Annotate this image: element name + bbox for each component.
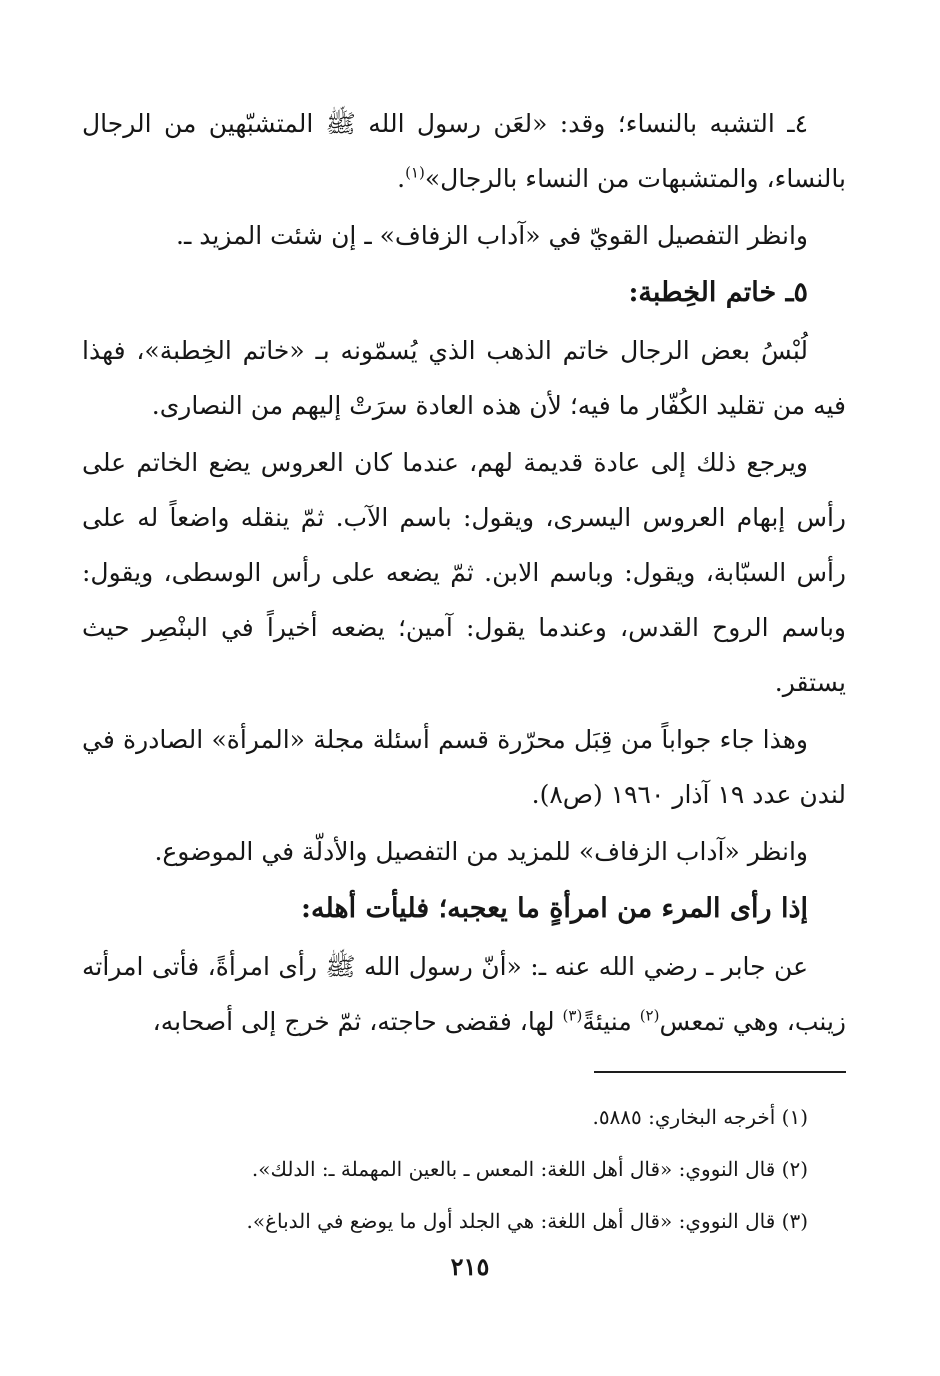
paragraph-text: ٤ـ التشبه بالنساء؛ وقد: «لعَن رسول الله ﷺ المتشبّهين من الرجال بالنساء، والمتشبهات من النساء بالرجال» [82,109,846,193]
footnote-ref-1: (١) [405,163,425,182]
paragraph-text: منيئةً [582,1007,640,1036]
paragraph-old-custom: ويرجع ذلك إلى عادة قديمة لهم، عندما كان العروس يضع الخاتم على رأس إبهام العروس اليسرى، ويقول: باسم الآب. ثمّ ينقله واضعاً له على رأس السبّابة، ويقول: وباسم الابن. ثمّ يضعه على رأس الوسطى، ويقول: وباسم الروح القدس، وعندما يقول: آمين؛ يضعه أخيراً في البنْصِر حيث يستقر. [82,448,846,697]
page-number: ٢١٥ [450,1252,490,1281]
section-heading-seeing-woman: إذا رأى المرء من امرأةٍ ما يعجبه؛ فليأت أهله: [301,893,808,924]
paragraph-jabir-hadith [82,939,846,1049]
footnote-ref-3: (٣) [562,1006,583,1025]
section-heading-engagement-ring: ٥ـ خاتم الخِطبة: [628,277,808,308]
sentence-end: . [397,164,406,193]
book-page [82,96,846,1376]
paragraph-text: عن جابر ـ رضي الله عنه ـ: «أنّ رسول الله ﷺ رأى امرأةً، فأتى امرأته زينب، وهي تمعس [82,952,846,1036]
footnote-1: (١) أخرجه البخاري: ٥٨٨٥. [592,1105,808,1129]
paragraph-see-wedding-etiquette: وانظر التفصيل القويّ في «آداب الزفاف» ـ إن شئت المزيد ـ. [176,221,808,250]
footnote-3: (٣) قال النووي: «قال أهل اللغة: هي الجلد أول ما يوضع في الدباغ». [246,1209,808,1233]
footnote-2: (٢) قال النووي: «قال أهل اللغة: المعس ـ بالعين المهملة ـ: الدلك». [251,1157,808,1181]
paragraph-imitating-women [82,96,846,206]
footnote-separator [594,1071,846,1073]
footnote-ref-2: (٢) [639,1006,660,1025]
paragraph-see-more: وانظر «آداب الزفاف» للمزيد من التفصيل والأدلّة في الموضوع. [154,837,808,866]
paragraph-magazine-source: وهذا جاء جواباً من قِبَل محرّرة قسم أسئلة مجلة «المرأة» الصادرة في لندن عدد ١٩ آذار ١٩٦٠ (ص٨). [82,725,846,809]
paragraph-text: لها، فقضى حاجته، ثمّ خرج إلى أصحابه، [152,1007,563,1036]
paragraph-gold-ring: لُبْسُ بعض الرجال خاتم الذهب الذي يُسمّونه بـ «خاتم الخِطبة»، فهذا فيه من تقليد الكُفّار ما فيه؛ لأن هذه العادة سرَتْ إليهم من النصارى. [82,336,846,420]
